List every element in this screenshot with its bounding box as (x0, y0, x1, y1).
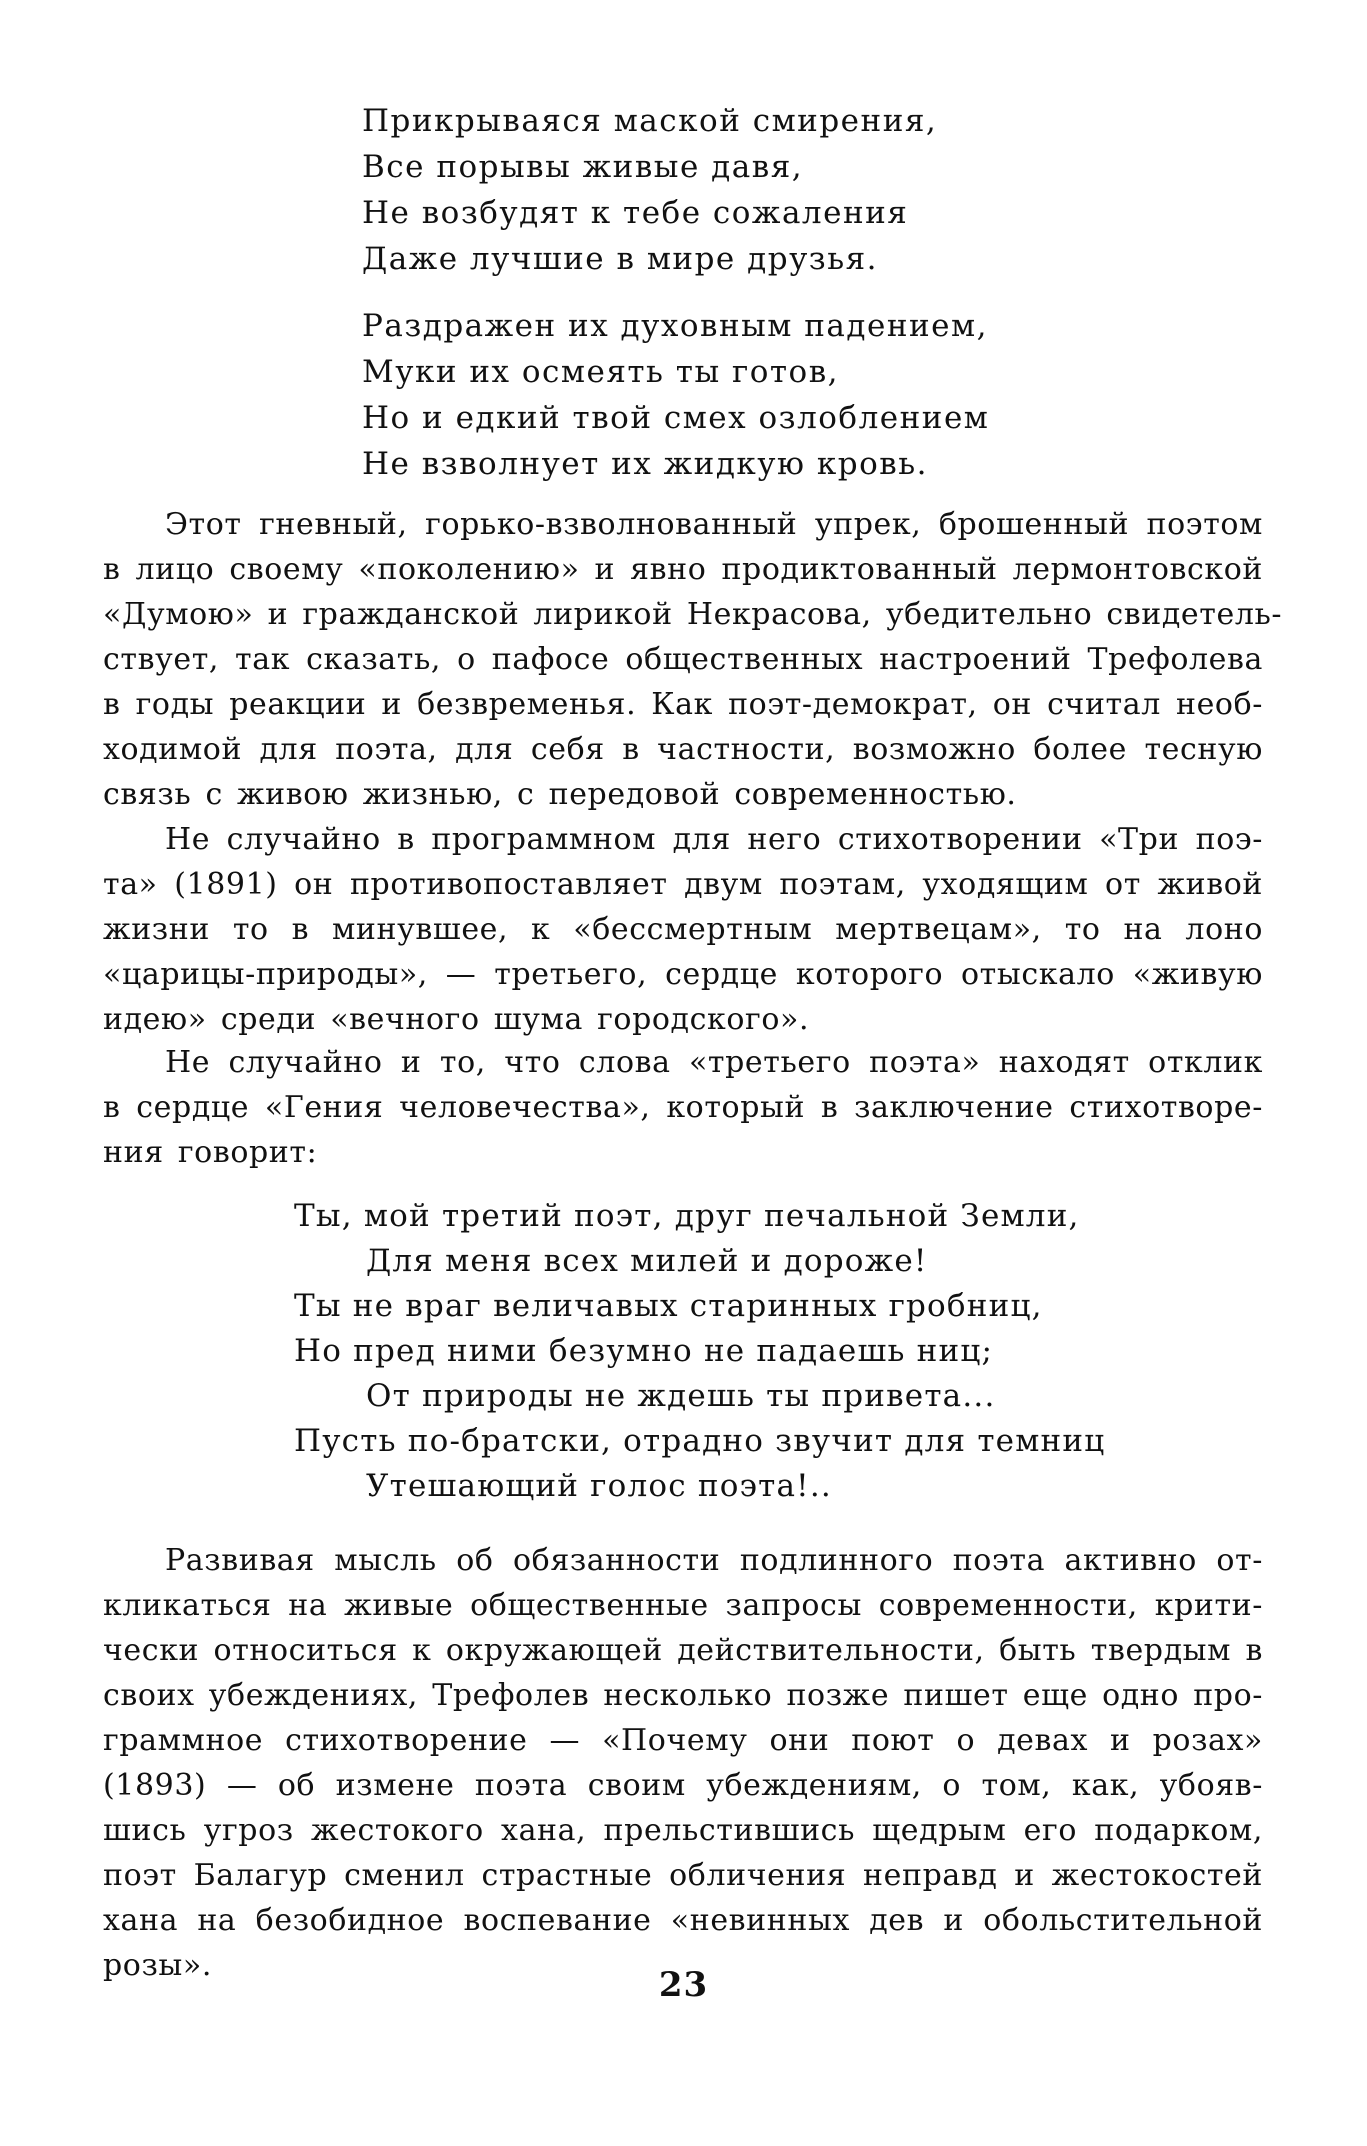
verse-line: Ты, мой третий поэт, друг печальной Земли, (294, 1198, 1080, 1234)
paragraph-2 (103, 817, 1263, 1042)
text-line: граммное стихотворение — «Почему они поют о девах и розах» (103, 1723, 1263, 1758)
verse-line: Но пред ними безумно не падаешь ниц; (294, 1333, 994, 1369)
text-line: в сердце «Гения человечества», который в заключение стихотворе- (103, 1090, 1263, 1125)
verse-line: Раздражен их духовным падением, (362, 308, 988, 344)
verse-line: Муки их осмеять ты готов, (362, 354, 839, 390)
verse-line: Ты не враг величавых старинных гробниц, (294, 1288, 1043, 1324)
verse-line: Для меня всех милей и дороже! (366, 1243, 928, 1279)
verse-line: Даже лучшие в мире друзья. (362, 241, 879, 277)
text-line: связь с живою жизнью, с передовой современностью. (103, 777, 1017, 812)
paragraph-3 (103, 1040, 1263, 1175)
text-line: кликаться на живые общественные запросы современности, крити- (103, 1588, 1263, 1623)
text-line: «царицы-природы», — третьего, сердце которого отыскало «живую (103, 957, 1263, 992)
verse-line: От природы не ждешь ты привета... (366, 1378, 996, 1414)
text-line: в годы реакции и безвременья. Как поэт-демократ, он считал необ- (103, 687, 1263, 722)
text-line: Не случайно в программном для него стихотворении «Три поэ- (165, 822, 1263, 857)
page-number: 23 (658, 1965, 709, 2005)
paragraph-4 (103, 1538, 1263, 1988)
text-line: та» (1891) он противопоставляет двум поэтам, уходящим от живой (103, 867, 1263, 902)
verse-line: Не возбудят к тебе сожаления (362, 195, 909, 231)
text-line: идею» среди «вечного шума городского». (103, 1002, 810, 1037)
text-line: Развивая мысль об обязанности подлинного поэта активно от- (165, 1543, 1263, 1578)
verse-line: Не взволнует их жидкую кровь. (362, 446, 928, 482)
text-line: своих убеждениях, Трефолев несколько позже пишет еще одно про- (103, 1678, 1263, 1713)
verse-line: Все порывы живые давя, (362, 149, 804, 185)
text-line: в лицо своему «поколению» и явно продиктованный лермонтовской (103, 552, 1263, 587)
text-line: хана на безобидное воспевание «невинных дев и обольстительной (103, 1903, 1263, 1938)
paragraph-1 (103, 502, 1283, 817)
text-line: чески относиться к окружающей действительности, быть твердым в (103, 1633, 1263, 1668)
verse-line: Пусть по-братски, отрадно звучит для темниц (294, 1423, 1106, 1459)
text-line: ния говорит: (103, 1135, 318, 1170)
verse-line: Утешающий голос поэта!.. (366, 1468, 832, 1504)
text-line: ствует, так сказать, о пафосе общественных настроений Трефолева (103, 642, 1263, 677)
text-line: розы». (103, 1948, 212, 1983)
text-line: Не случайно и то, что слова «третьего поэта» находят отклик (165, 1045, 1263, 1080)
verse-line: Но и едкий твой смех озлоблением (362, 400, 990, 436)
verse-line: Прикрываяся маской смирения, (362, 103, 938, 139)
poem-quote (294, 1194, 1194, 1509)
text-line: шись угроз жестокого хана, прельстившись щедрым его подарком, (103, 1813, 1263, 1848)
poem-stanza-2 (362, 303, 1062, 487)
text-line: «Думою» и гражданской лирикой Некрасова, убедительно свидетель- (103, 597, 1283, 632)
text-line: поэт Балагур сменил страстные обличения неправд и жестокостей (103, 1858, 1263, 1893)
text-line: (1893) — об измене поэта своим убеждениям, о том, как, убояв- (103, 1768, 1263, 1803)
text-line: Этот гневный, горько-взволнованный упрек, брошенный поэтом (165, 507, 1263, 542)
poem-stanza-1 (362, 98, 1062, 282)
text-line: ходимой для поэта, для себя в частности, возможно более тесную (103, 732, 1263, 767)
text-line: жизни то в минувшее, к «бессмертным мертвецам», то на лоно (103, 912, 1263, 947)
